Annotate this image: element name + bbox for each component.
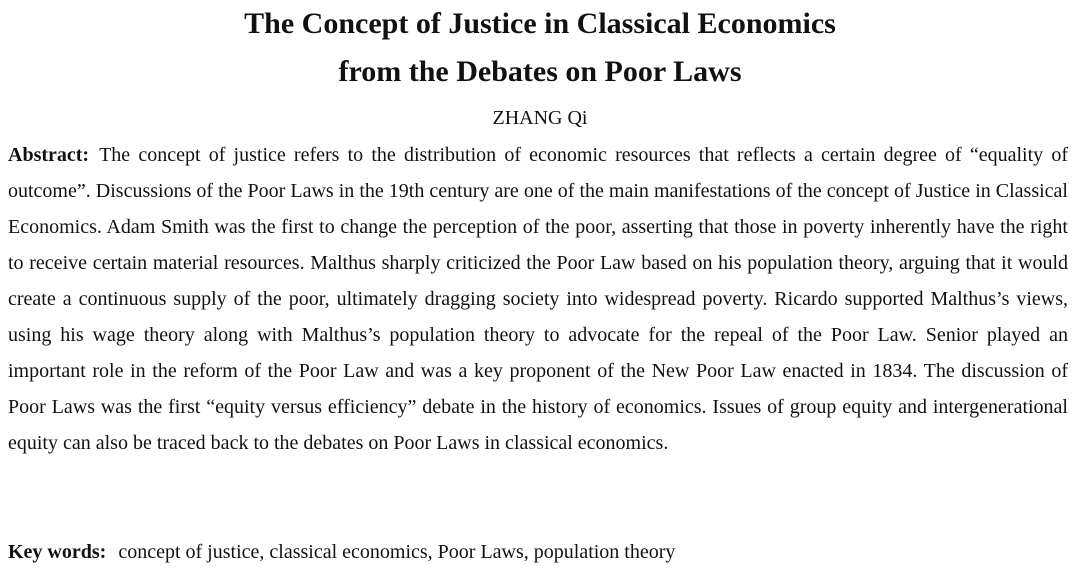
abstract-paragraph [8, 137, 1068, 461]
abstract-label: Abstract: [8, 144, 90, 166]
keywords-label: Key words: [8, 541, 107, 563]
author-name: ZHANG Qi [492, 107, 588, 129]
keywords-line [8, 534, 1068, 570]
paper-title-line-2: from the Debates on Poor Laws [338, 55, 742, 88]
paper-title-line-1: The Concept of Justice in Classical Economics [244, 7, 836, 40]
abstract-text: The concept of justice refers to the distribution of economic resources that reflects a certain degree of “equality of outcome”. Discussions of the Poor Laws in the 19th century are one of the main manifestations of the concept of Justice in Classical Economics. Adam Smith was the first to change the perception of the poor, asserting that those in poverty inherently have the right to receive certain material resources. Malthus sharply criticized the Poor Law based on his population theory, arguing that it would create a continuous supply of the poor, ultimately dragging society into widespread poverty. Ricardo supported Malthus’s views, using his wage theory along with Malthus’s population theory to advocate for the repeal of the Poor Law. Senior played an important role in the reform of the Poor Law and was a key proponent of the New Poor Law enacted in 1834. The discussion of Poor Laws was the first “equity versus efficiency” debate in the history of economics. Issues of group equity and intergenerational equity can also be traced back to the debates on Poor Laws in classical economics. [8, 144, 1068, 454]
keywords-text: concept of justice, classical economics, Poor Laws, population theory [118, 541, 676, 563]
